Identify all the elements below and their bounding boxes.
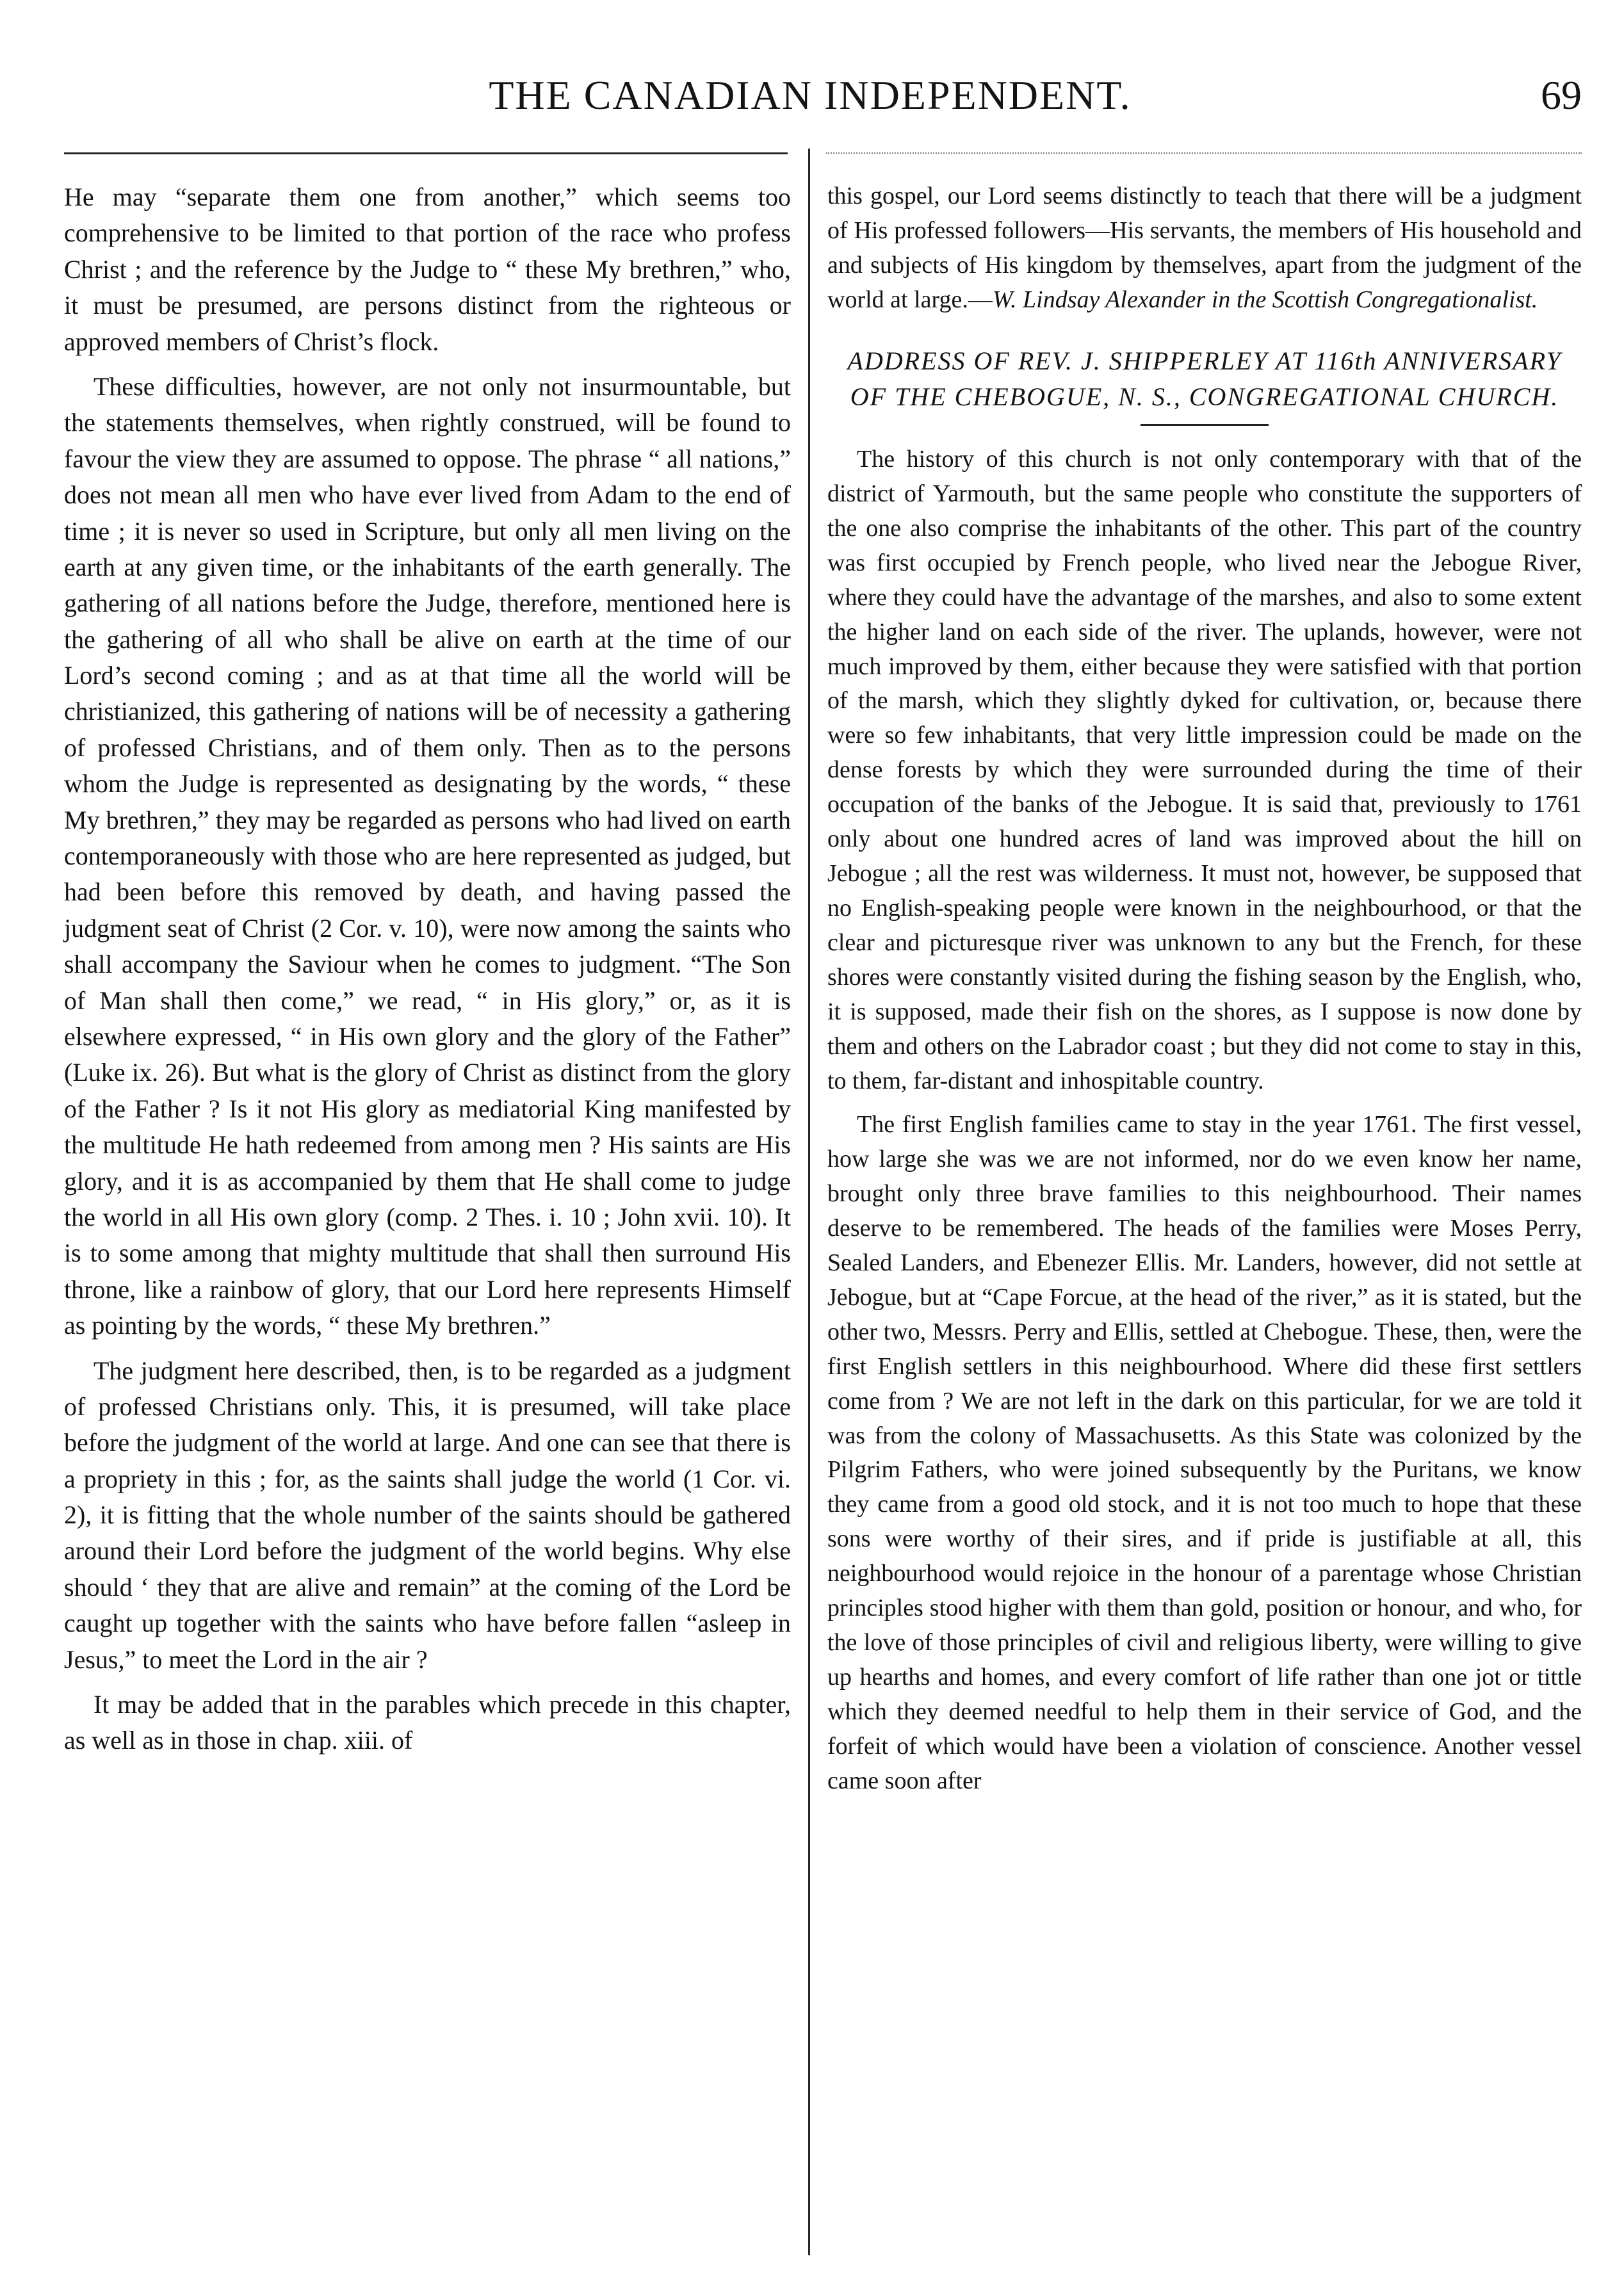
page-number: 69 [1541, 72, 1582, 118]
section-heading: ADDRESS OF REV. J. SHIPPERLEY AT 116th ANNIVERSARY OF THE CHEBOGUE, N. S., CONGREGATIONAL CHURCH. [847, 346, 1562, 411]
left-paragraph-1: He may “separate them one from another,” which seems too comprehensive to be limited to that portion of the race who profess Christ ; and the reference by the Judge to “ these My brethren,” who, it must be presumed, are persons distinct from the righteous or approved members of Christ’s flock. [64, 182, 791, 356]
article-attribution: W. Lindsay Alexander in the Scottish Congregationalist. [992, 286, 1538, 313]
right-column [827, 179, 1582, 1808]
right-paragraph-1: The history of this church is not only contemporary with that of the district of Yarmouth, but the same people who constitute the supporters of the one also comprise the inhabitants of the other. This part of the country was first occupied by French people, who lived near the Jebogue River, where they could have the advantage of the marshes, and also to some extent the higher land on each side of the river. The uplands, however, were not much improved by them, either because they were satisfied with that portion of the marsh, which they slightly dyked for cultivation, or, because there were so few inhabitants, that very little impression could be made on the dense forests by which they were surrounded during the time of their occupation of the banks of the Jebogue. It is said that, previously to 1761 only about one hundred acres of land was improved about the hill on Jebogue ; all the rest was wilderness. It must not, however, be supposed that no English-speaking people were known in the neighbourhood, or that the clear and picturesque river was unknown to any but the French, for these shores were constantly visited during the fishing season by the English, who, it is supposed, made their fish on the shores, as I suppose is now done by them and others on the Labrador coast ; but they did not come to stay in this, to them, far-distant and inhospitable country. [827, 445, 1582, 1094]
left-column [64, 179, 791, 1768]
column-divider [808, 149, 810, 2255]
right-paragraph-2: The first English families came to stay in the year 1761. The first vessel, how large she was we are not informed, nor do we even know her name, brought only three brave families to this neighbourhood. Their names deserve to be remembered. The heads of the families were Moses Perry, Sealed Landers, and Ebenezer Ellis. Mr. Landers, however, did not settle at Jebogue, but at “Cape Forcue, at the head of the river,” as it is stated, but the other two, Messrs. Perry and Ellis, settled at Chebogue. These, then, were the first English settlers in this neighbourhood. Where did these first settlers come from ? We are not left in the dark on this particular, for we are told it was from the colony of Massachusetts. As this State was colonized by the Pilgrim Fathers, who were joined subsequently by the Puritans, we know they came from a good old stock, and it is not too much to hope that these sons were worthy of their sires, and if pride is justifiable at all, this neighbourhood would rejoice in the honour of a parentage whose Christian principles stood higher with them than gold, position or honour, and who, for the love of those principles of civil and religious liberty, were willing to give up hearths and homes, and every comfort of life rather than one jot or tittle which they deemed needful to help them in their service of God, and the forfeit of which would have been a violation of conscience. Another vessel came soon after [827, 1110, 1582, 1795]
left-paragraph-4: It may be added that in the parables which precede in this chapter, as well as in those in chap. xiii. of [64, 1690, 791, 1755]
header-rule-right [826, 152, 1582, 154]
left-paragraph-2: These difficulties, however, are not only not insurmountable, but the statements themselves, when rightly construed, will be found to favour the view they are assumed to oppose. The phrase “ all nations,” does not mean all men who have ever lived from Adam to the end of time ; it is never so used in Scripture, but only all men living on the earth at any given time, or the inhabitants of the earth generally. The gathering of all nations before the Judge, therefore, mentioned here is the gathering of all who shall be alive on earth at the time of our Lord’s second coming ; and as at that time all the world will be christianized, this gathering of nations will be of necessity a gathering of professed Christians, and of them only. Then as to the persons whom the Judge is represented as designating by the words, “ these My brethren,” they may be regarded as persons who had lived on earth contemporaneously with those who are here represented as judged, but had been before this removed by death, and having passed the judgment seat of Christ (2 Cor. v. 10), were now among the saints who shall accompany the Saviour when he comes to judgment. “The Son of Man shall then come,” we read, “ in His glory,” or, as it is elsewhere expressed, “ in His own glory and the glory of the Father” (Luke ix. 26). But what is the glory of Christ as distinct from the glory of the Father ? Is it not His glory as mediatorial King manifested by the multitude He hath redeemed from among men ? His saints are His glory, and it is as accompanied by them that He shall come to judge the world in all His own glory (comp. 2 Thes. i. 10 ; John xvii. 10). It is to some among that mighty multitude that shall then surround His throne, like a rainbow of glory, that our Lord here represents Himself as pointing by the words, “ these My brethren.” [64, 371, 791, 1340]
continuation-text: this gospel, our Lord seems distinctly to teach that there will be a judgment of His professed followers—His servants, the members of His household and and subjects of His kingdom by themselves, apart from the judgment of the world at large.— [827, 182, 1582, 313]
header-rule-left [64, 152, 788, 154]
right-continuation-paragraph [827, 179, 1582, 318]
page-header [38, 64, 1582, 128]
page-title: THE CANADIAN INDEPENDENT. [489, 72, 1132, 118]
left-paragraph-3: The judgment here described, then, is to be regarded as a judgment of professed Christians only. This, it is presumed, will take place before the judgment of the world at large. And one can see that there is a propriety in this ; for, as the saints shall judge the world (1 Cor. vi. 2), it is fitting that the whole number of the saints should be gathered around their Lord before the judgment of the world begins. Why else should ‘ they that are alive and remain” at the coming of the Lord be caught up together with the saints who have before fallen “asleep in Jesus,” to meet the Lord in the air ? [64, 1356, 791, 1674]
heading-rule [1141, 424, 1269, 426]
